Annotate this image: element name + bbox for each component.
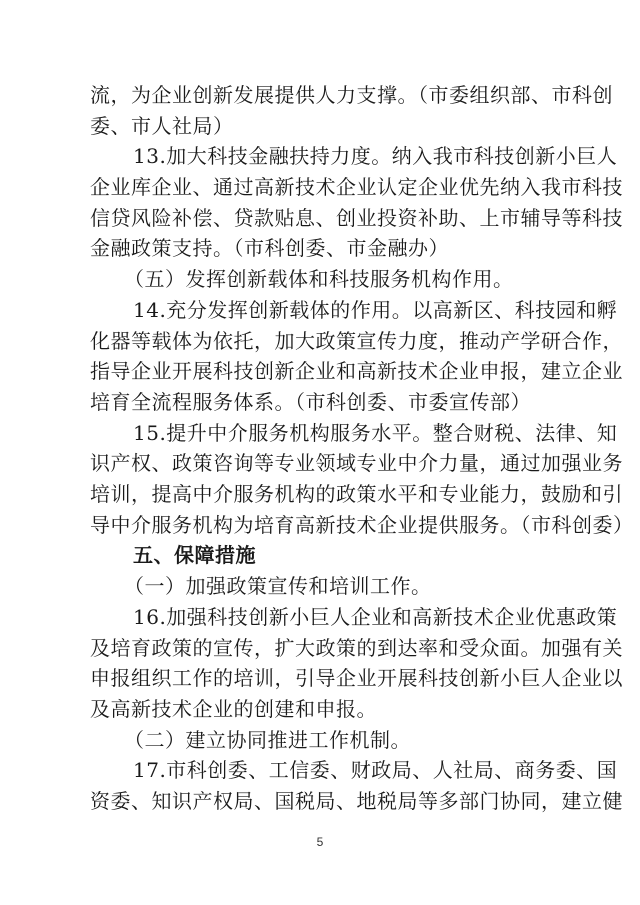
section-subheading: （五）发挥创新载体和科技服务机构作用。 [124, 267, 514, 291]
text-line: 金融政策支持。（市科创委、市金融办） [90, 236, 449, 260]
text-line: 流，为企业创新发展提供人力支撑。（市委组织部、市科创 [90, 83, 613, 107]
paragraph-first-line: 15.提升中介服务机构服务水平。整合财税、法律、知 [133, 421, 618, 445]
text-line: 信贷风险补偿、贷款贴息、创业投资补助、上市辅导等科技 [90, 206, 623, 230]
text-line: 培育全流程服务体系。（市科创委、市委宣传部） [90, 390, 531, 414]
section-heading: 五、保障措施 [133, 543, 256, 567]
text-line: 及高新技术企业的创建和申报。 [90, 697, 377, 721]
text-line: 培训，提高中介服务机构的政策水平和专业能力，鼓励和引 [90, 482, 623, 506]
paragraph-first-line: 13.加大科技金融扶持力度。纳入我市科技创新小巨人 [133, 144, 618, 168]
paragraph-first-line: 16.加强科技创新小巨人企业和高新技术企业优惠政策 [133, 605, 618, 629]
text-line: 化器等载体为依托，加大政策宣传力度，推动产学研合作， [90, 329, 623, 353]
paragraph-first-line: 14.充分发挥创新载体的作用。以高新区、科技园和孵 [133, 298, 618, 322]
text-line: 指导企业开展科技创新企业和高新技术企业申报，建立企业 [90, 359, 623, 383]
page-number: 5 [316, 835, 324, 849]
section-subheading: （一）加强政策宣传和培训工作。 [124, 574, 432, 598]
text-line: 识产权、政策咨询等专业领域专业中介力量，通过加强业务 [90, 451, 623, 475]
text-line: 委、市人社局） [90, 114, 234, 138]
text-line: 导中介服务机构为培育高新技术企业提供服务。（市科创委） [90, 513, 634, 537]
section-subheading: （二）建立协同推进工作机制。 [124, 728, 411, 752]
text-line: 企业库企业、通过高新技术企业认定企业优先纳入我市科技 [90, 175, 623, 199]
text-line: 及培育政策的宣传，扩大政策的到达率和受众面。加强有关 [90, 636, 623, 660]
paragraph-first-line: 17.市科创委、工信委、财政局、人社局、商务委、国 [133, 758, 618, 782]
text-line: 申报组织工作的培训，引导企业开展科技创新小巨人企业以 [90, 666, 623, 690]
text-line: 资委、知识产权局、国税局、地税局等多部门协同，建立健 [90, 789, 623, 813]
